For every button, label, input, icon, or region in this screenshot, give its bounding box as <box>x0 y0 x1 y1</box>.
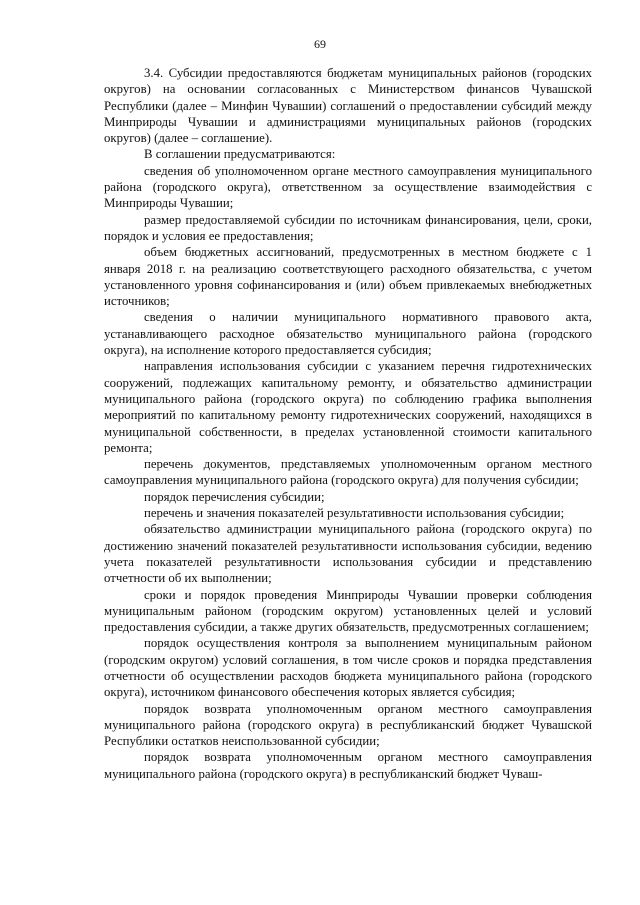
paragraph-return-unused: порядок возврата уполномоченным органом местного самоуправления муниципального района (городского округа) в республиканский бюджет Чувашской Республики остатков неиспользованной субсидии; <box>104 701 592 749</box>
paragraph-budget-allocations: объем бюджетных ассигнований, предусмотренных в местном бюджете с 1 января 2018 г. на реализацию соответствующего расходного обязательства, с учетом установленного уровня софинансирования и (или) объем привлекаемых внебюджетных источников; <box>104 245 592 309</box>
paragraph-administration-obligation: обязательство администрации муниципального района (городского округа) по достижению значений показателей результативности использования субсидии, ведению учета показателей результативности использования субсидии и представлению отчетности об их выполнении; <box>104 522 592 586</box>
paragraph-normative-act: сведения о наличии муниципального нормативного правового акта, устанавливающего расходное обязательство муниципального района (городского округа), на исполнение которого предоставляется субсидия; <box>104 310 592 358</box>
paragraph-agreement-lead: В соглашении предусматриваются: <box>144 147 336 162</box>
paragraph-inspection-terms: сроки и порядок проведения Минприроды Чувашии проверки соблюдения муниципальным районом (городским округом) установленных целей и условий предоставления субсидии, а также других обязательств, предусмотренных соглашением; <box>104 587 592 635</box>
paragraph-transfer-order: порядок перечисления субсидии; <box>144 489 325 504</box>
paragraph-usage-directions: направления использования субсидии с указанием перечня гидротехнических сооружений, подлежащих капитальному ремонту, и обязательство администрации муниципального района (городского округа) по соблюдению графика выполнения мероприятий по капитальному ремонту гидротехнических сооружений, находящихся в муниципальной собственности, в пределах установленной стоимости капитального ремонта; <box>104 359 592 455</box>
paragraph-return-continued: порядок возврата уполномоченным органом местного самоуправления муниципального района (городского округа) в республиканский бюджет Чуваш- <box>104 750 592 781</box>
paragraph-control-procedure: порядок осуществления контроля за выполнением муниципальным районом (городским округом) условий соглашения, в том числе сроков и порядка представления отчетности об осуществлении расходов бюджета муниципального района (городского округа), источником финансового обеспечения которых является субсидия; <box>104 636 592 700</box>
paragraph-authorized-body: сведения об уполномоченном органе местного самоуправления муниципального района (городского округа), ответственном за осуществление взаимодействия с Минприроды Чувашии; <box>104 163 592 211</box>
page-number: 69 <box>314 37 326 51</box>
paragraph-3-4-intro: 3.4. Субсидии предоставляются бюджетам муниципальных районов (городских округов) на основании согласованных с Министерством финансов Чувашской Республики (далее – Минфин Чувашии) соглашений о предоставлении субсидий между Минприроды Чувашии и администрациями муниципальных районов (городских округов) (далее – соглашение). <box>104 66 592 146</box>
paragraph-performance-indicators: перечень и значения показателей результативности использования субсидии; <box>144 506 565 521</box>
body-text <box>104 65 592 782</box>
paragraph-documents-list: перечень документов, представляемых уполномоченным органом местного самоуправления муниципального района (городского округа) для получения субсидии; <box>104 457 592 488</box>
paragraph-subsidy-size: размер предоставляемой субсидии по источникам финансирования, цели, сроки, порядок и условия ее предоставления; <box>104 212 592 243</box>
